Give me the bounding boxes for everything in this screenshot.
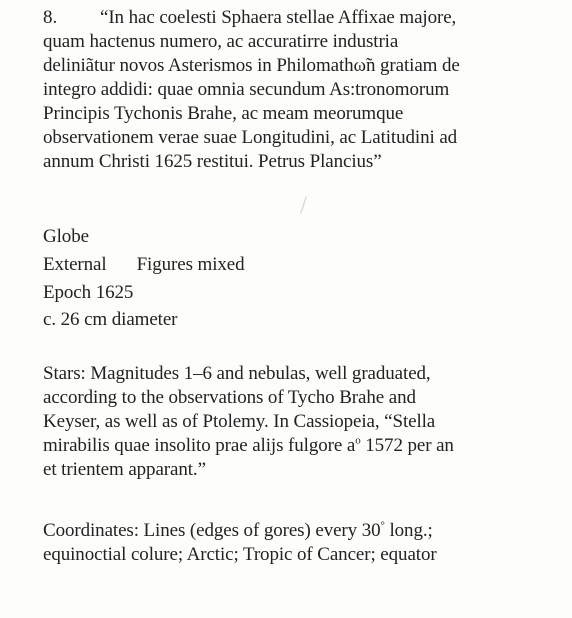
globe-kind: External bbox=[43, 254, 107, 275]
stars-line-4-year: 1572 per an bbox=[360, 435, 454, 456]
coordinates-line-2: equinoctial colure; Arctic; Tropic of Cancer; equator bbox=[43, 544, 437, 565]
stars-line-4 bbox=[43, 434, 454, 458]
inscription-line-2: quam hactenus numero, ac accuratirre industria bbox=[43, 31, 399, 52]
object-type: Globe bbox=[43, 226, 89, 247]
stars-line-3: Keyser, as well as of Ptolemy. In Cassiopeia, “Stella bbox=[43, 411, 436, 432]
coordinates-long: long.; bbox=[384, 520, 433, 541]
entry-number: 8. bbox=[43, 7, 58, 28]
coordinates-line-1 bbox=[43, 519, 433, 543]
globe-kind-row bbox=[43, 253, 245, 277]
coordinates-text: Coordinates: Lines (edges of gores) every 30 bbox=[43, 520, 381, 541]
stars-line-1: Stars: Magnitudes 1–6 and nebulas, well graduated, bbox=[43, 363, 431, 384]
degree-symbol: ° bbox=[380, 519, 385, 532]
superscript-o: o bbox=[355, 434, 361, 447]
inscription-line-3: deliniãtur novos Asterismos in Philomathω̃n gratiam de bbox=[43, 55, 460, 76]
diameter: c. 26 cm diameter bbox=[43, 309, 178, 330]
inscription-line-7: annum Christi 1625 restitui. Petrus Plancius” bbox=[43, 151, 382, 172]
stars-line-4-text: mirabilis quae insolito prae alijs fulgore a bbox=[43, 435, 356, 456]
inscription-line-1: “In hac coelesti Sphaera stellae Affixae majore, bbox=[100, 7, 457, 28]
stray-mark bbox=[300, 196, 307, 213]
epoch: Epoch 1625 bbox=[43, 282, 134, 303]
figures-note: Figures mixed bbox=[136, 254, 245, 275]
inscription-line-4: integro addidi: quae omnia secundum As:tronomorum bbox=[43, 79, 450, 100]
inscription-line-5: Principis Tychonis Brahe, ac meam meorumque bbox=[43, 103, 404, 124]
stars-line-2: according to the observations of Tycho Brahe and bbox=[43, 387, 416, 408]
stars-line-5: et trientem apparant.” bbox=[43, 459, 206, 480]
inscription-line-6: observationem verae suae Longitudini, ac Latitudini ad bbox=[43, 127, 458, 148]
